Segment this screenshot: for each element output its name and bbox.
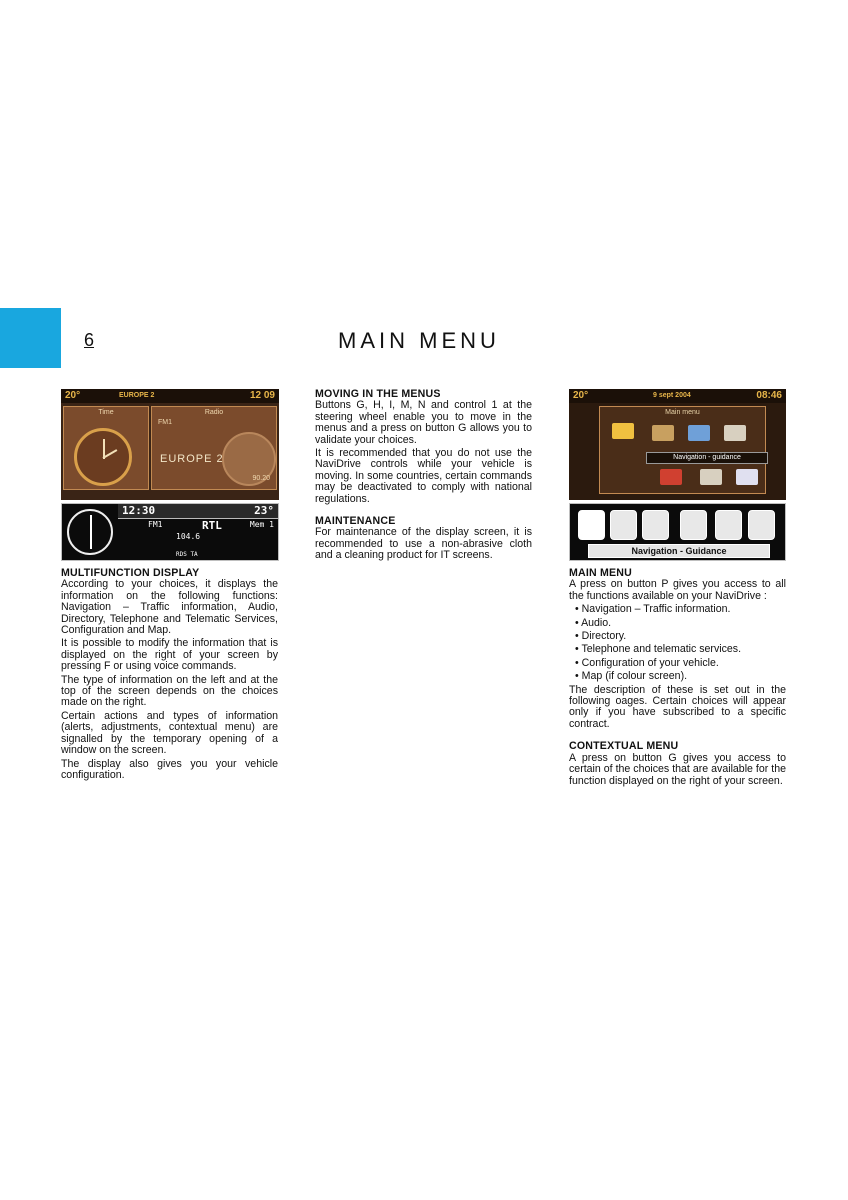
band-label: FM1 (158, 419, 172, 426)
paragraph: It is possible to modify the information that is displayed on the right of your screen by pressing F or using voice commands. (61, 637, 278, 673)
telephone-icon (724, 425, 746, 441)
time-readout: 12:30 (122, 504, 156, 517)
paragraph: According to your choices, it displays the information on the following functions: Navigation – Traffic information, Audio, Directory, Telephone and Telematic Services, Configuration and Map. (61, 578, 278, 637)
temp-readout: 20° (65, 390, 81, 401)
list-item: • Map (if colour screen). (575, 670, 688, 683)
frequency-label: 104.6 (176, 532, 201, 541)
time-readout: 12 09 (249, 390, 275, 401)
band-label: FM1 (148, 520, 163, 529)
clock-icon (74, 428, 132, 486)
paragraph: Buttons G, H, I, M, N and control 1 at the steering wheel enable you to move in the menus and a press on button G allows you to validate your choices. (315, 399, 532, 446)
main-menu-display-photo (569, 389, 786, 500)
telephone-icon (715, 510, 742, 540)
memory-label: Mem 1 (249, 520, 274, 529)
paragraph: It is recommended that you do not use the NaviDrive controls while your vehicle is moving. In some countries, certain commands may be deactivated to comply with national regulations. (315, 447, 532, 505)
column-middle (315, 389, 532, 564)
settings-icon (700, 469, 722, 485)
paragraph: The description of these is set out in the following oages. Certain choices will appear only if you have subscribed to a specific contract. (569, 683, 786, 730)
date-readout: 9 sept 2004 (653, 392, 691, 399)
audio-icon (610, 510, 637, 540)
status-bar (61, 389, 279, 403)
rds-label: RDS TA (176, 551, 198, 558)
paragraph: A press on button G gives you access to certain of the choices that are available for the function displayed on the right of your screen. (569, 751, 786, 787)
time-panel (63, 406, 149, 490)
chapter-tab (0, 308, 61, 368)
heading-multifunction-display: MULTIFUNCTION DISPLAY (61, 567, 200, 579)
paragraph: A press on button P gives you access to all the functions available on your NaviDrive : (569, 578, 786, 602)
config-icon (660, 469, 682, 485)
menu-title: Main menu (665, 409, 700, 416)
page-title: MAIN MENU (338, 328, 500, 353)
main-menu-window (599, 406, 766, 494)
heading-main-menu: MAIN MENU (569, 567, 633, 579)
heading-contextual-menu: CONTEXTUAL MENU (569, 740, 679, 753)
radio-frequency: 90.20 (252, 475, 270, 482)
station-readout: EUROPE 2 (119, 392, 155, 399)
temp-readout: 23° (254, 504, 274, 517)
list-item: • Telephone and telematic services. (575, 643, 742, 656)
telematic-icon (642, 510, 669, 540)
time-panel-label: Time (98, 409, 114, 416)
config-icon (748, 510, 775, 540)
navigation-icon (612, 423, 634, 439)
column-left (61, 568, 278, 783)
list-item: • Navigation – Traffic information. (575, 603, 731, 616)
list-item: • Configuration of your vehicle. (575, 656, 719, 669)
radio-panel-label: Radio (204, 409, 224, 416)
paragraph: The display also gives you your vehicle configuration. (61, 757, 278, 781)
paragraph: Certain actions and types of information (alerts, adjustments, contextual menu) are signalled by the temporary opening of a window on the screen. (61, 709, 278, 757)
paragraph: For maintenance of the display screen, it is recommended to use a non-abrasive cloth and a cleaning product for IT screens. (315, 526, 532, 562)
column-right (569, 568, 786, 789)
multifunction-display-photo (61, 389, 279, 500)
station-label: RTL (202, 519, 222, 532)
monochrome-menu-photo (569, 503, 786, 561)
navigation-icon (578, 510, 605, 540)
function-list (569, 604, 786, 682)
heading-maintenance: MAINTENANCE (315, 515, 396, 528)
directory-icon (680, 510, 707, 540)
list-item: • Directory. (575, 630, 627, 643)
menu-label: Navigation - Guidance (588, 544, 770, 558)
menu-selection: Navigation - guidance (646, 452, 768, 464)
monochrome-display-photo (61, 503, 279, 561)
paragraph: The type of information on the left and at the top of the screen depends on the choices made on the right. (61, 673, 278, 709)
clock-icon (67, 509, 113, 555)
time-readout: 08:46 (756, 390, 782, 401)
page-number: 6 (84, 330, 95, 350)
audio-icon (652, 425, 674, 441)
radio-station: EUROPE 2 (160, 453, 224, 465)
temp-readout: 20° (573, 390, 589, 401)
status-bar (569, 389, 786, 403)
heading-moving-in-menus: MOVING IN THE MENUS (315, 388, 441, 400)
list-item: • Audio. (575, 616, 612, 629)
radio-panel (151, 406, 277, 490)
directory-icon (688, 425, 710, 441)
map-icon (736, 469, 758, 485)
